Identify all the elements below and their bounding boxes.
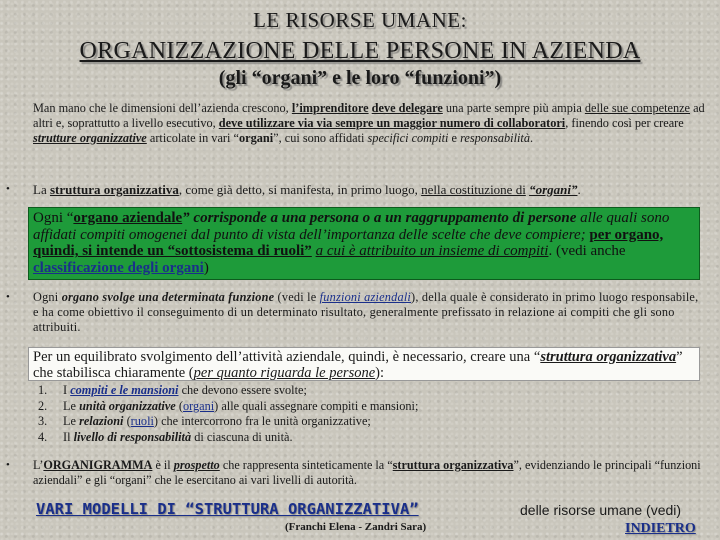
text: ” corrisponde a una persona o a un raggruppamento di persone bbox=[182, 210, 577, 226]
text: ”, cui sono affidati bbox=[273, 131, 365, 145]
text: strutture organizzative bbox=[33, 131, 147, 145]
text: Ogni bbox=[33, 290, 59, 304]
organigram-term: ORGANIGRAMMA bbox=[43, 458, 153, 472]
text: ad altri e, soprattutto a livello esecutivo, bbox=[33, 101, 705, 130]
text: Per un equilibrato svolgimento dell’attività aziendale, quindi, è necessario, creare una “ bbox=[33, 349, 541, 365]
text: Le bbox=[63, 414, 76, 428]
subtitle: ORGANIZZAZIONE DELLE PERSONE IN AZIENDA bbox=[79, 38, 641, 64]
text: ”, evidenziando le principali “funzioni aziendali” e gli “organi” che le esercitano ai vari livelli di autorità. bbox=[33, 458, 701, 487]
text: ) che intercorrono fra le unità organizzative; bbox=[153, 414, 371, 428]
text: articolate in vari “ bbox=[146, 131, 239, 145]
classification-organs-link[interactable]: classificazione degli organi bbox=[33, 259, 204, 276]
text: ” che stabilisca chiaramente ( bbox=[33, 349, 683, 381]
list-item bbox=[38, 430, 698, 446]
organs-link[interactable]: organi bbox=[182, 398, 215, 413]
structure-list bbox=[38, 383, 698, 445]
text: La bbox=[33, 182, 47, 197]
structure-models-link[interactable]: VARI MODELLI DI “STRUTTURA ORGANIZZATIVA” bbox=[36, 500, 419, 518]
list-number: 3. bbox=[38, 414, 48, 428]
text: struttura organizzativa bbox=[49, 182, 179, 197]
text: ) alle quali assegnare compiti e mansioni; bbox=[214, 398, 419, 413]
text: Man mano che le dimensioni dell’azienda crescono, bbox=[33, 101, 289, 115]
paragraph-delegation bbox=[33, 101, 705, 146]
text: che rappresenta sinteticamente la “ bbox=[222, 458, 393, 472]
text: nella costituzione di bbox=[421, 182, 526, 197]
text: di ciascuna di unità. bbox=[194, 429, 293, 444]
text: responsabilità bbox=[460, 131, 530, 145]
roles-link[interactable]: ruoli bbox=[130, 414, 154, 428]
text: organi bbox=[238, 131, 274, 145]
organ-definition-box bbox=[28, 207, 700, 280]
text: Le bbox=[63, 398, 76, 413]
text: , finendo così per creare bbox=[565, 116, 684, 130]
text: ) bbox=[203, 259, 209, 276]
text: organo svolge una determinata funzione bbox=[61, 290, 275, 304]
list-item bbox=[38, 399, 698, 415]
text: delle sue competenze bbox=[584, 101, 691, 115]
business-functions-link[interactable]: funzioni aziendali bbox=[319, 290, 412, 304]
paragraph-function bbox=[33, 290, 705, 335]
text: ), della quale è considerato in primo luogo responsabile, e ha come obiettivo il conseguimento di un determinato risultato, generalmente prefissato in relazione ai compiti che gli sono attribuiti. bbox=[33, 290, 699, 334]
text: organo aziendale bbox=[73, 210, 183, 226]
text: che devono essere svolte; bbox=[181, 383, 307, 397]
text: per organo, quindi, si intende un “sottosistema di ruoli” bbox=[33, 226, 664, 259]
back-link[interactable]: INDIETRO bbox=[625, 521, 696, 536]
text: L’ bbox=[33, 458, 44, 472]
text: I bbox=[63, 383, 68, 397]
title: LE RISORSE UMANE: bbox=[253, 8, 467, 32]
list-item bbox=[38, 414, 698, 430]
bullet-icon: • bbox=[6, 183, 10, 195]
paragraph-structure bbox=[33, 182, 705, 198]
text: struttura organizzativa bbox=[540, 349, 677, 365]
text: struttura organizzativa bbox=[392, 458, 514, 472]
structure-models-suffix: delle risorse umane (vedi) bbox=[520, 502, 682, 518]
text: Ogni “ bbox=[33, 210, 74, 226]
text: deve utilizzare via via sempre un maggior numero di collaboratori bbox=[218, 116, 566, 130]
text: e bbox=[451, 131, 457, 145]
list-item bbox=[38, 383, 698, 399]
text: ( bbox=[178, 398, 183, 413]
list-number: 2. bbox=[38, 398, 48, 413]
subsubtitle: (gli “organi” e le loro “funzioni”) bbox=[218, 67, 502, 89]
text: prospetto bbox=[173, 458, 220, 472]
text: unità organizzative bbox=[79, 398, 176, 413]
tasks-link[interactable]: compiti e le mansioni bbox=[70, 383, 179, 397]
bullet-icon: • bbox=[6, 291, 10, 303]
text: l’imprenditore bbox=[291, 101, 369, 115]
text: specifici compiti bbox=[367, 131, 449, 145]
text: . bbox=[577, 182, 581, 197]
equilibrium-box bbox=[28, 347, 700, 381]
list-number: 4. bbox=[38, 429, 48, 444]
text: deve delegare bbox=[371, 101, 443, 115]
text: per quanto riguarda le persone bbox=[193, 365, 376, 381]
text: (vedi le bbox=[277, 290, 317, 304]
text: ( bbox=[126, 414, 131, 428]
bullet-icon: • bbox=[6, 459, 10, 471]
text: ): bbox=[375, 365, 385, 381]
text: una parte sempre più ampia bbox=[445, 101, 582, 115]
text: livello di responsabilità bbox=[73, 429, 192, 444]
text: Il bbox=[63, 429, 71, 444]
text: . (vedi anche bbox=[548, 243, 626, 259]
text: “organi” bbox=[529, 182, 578, 197]
list-number: 1. bbox=[38, 383, 48, 397]
text: a cui è attribuito un insieme di compiti bbox=[315, 243, 549, 259]
text: , come già detto, si manifesta, in primo luogo, bbox=[178, 182, 418, 197]
text: . bbox=[530, 131, 534, 145]
text: alle quali sono affidati compiti omogenei dal punto di vista dell’importanza delle scelte che deve compiere; bbox=[33, 210, 670, 243]
authors: (Franchi Elena - Zandri Sara) bbox=[285, 521, 427, 533]
text: relazioni bbox=[79, 414, 124, 428]
paragraph-organigram bbox=[33, 458, 705, 488]
text: è il bbox=[155, 458, 171, 472]
